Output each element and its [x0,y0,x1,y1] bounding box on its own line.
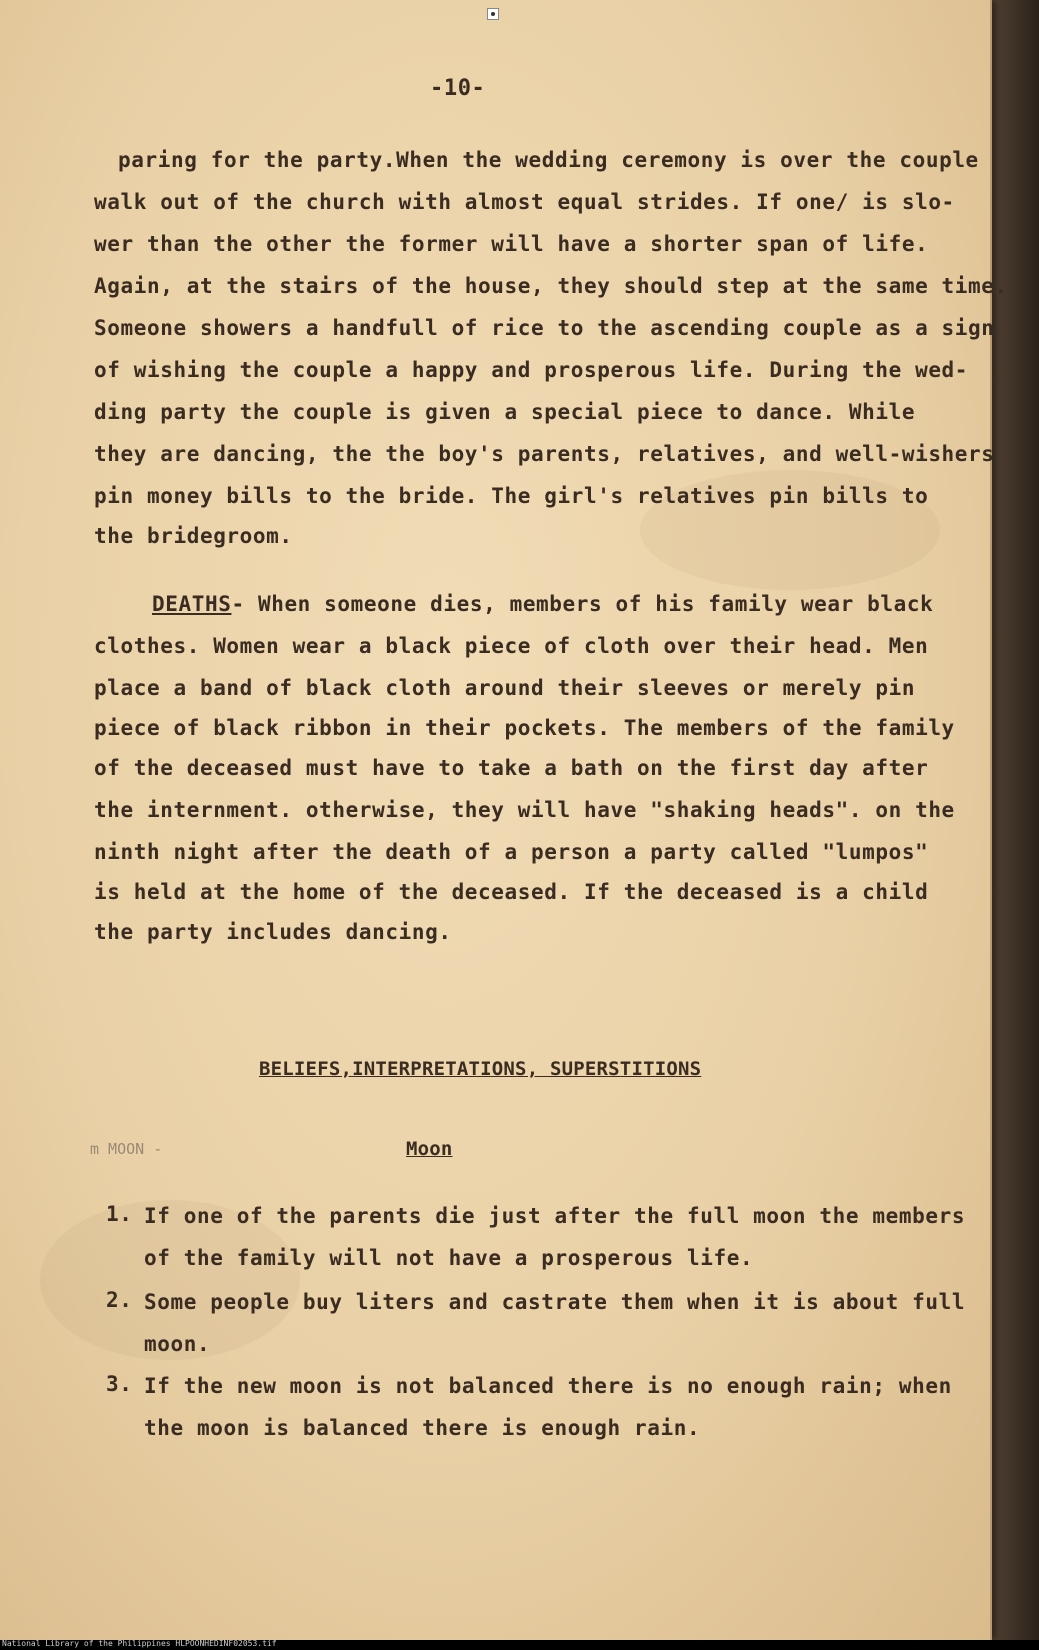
text-line: wer than the other the former will have a shorter span of life. [94,232,929,256]
text-line: ninth night after the death of a person a party called "lumpos" [94,840,929,864]
text-line: the party includes dancing. [94,920,452,944]
list-item-line: If the new moon is not balanced there is no enough rain; when [144,1374,952,1398]
text-line: they are dancing, the the boy's parents, relatives, and well-wishers [94,442,995,466]
text-line: Again, at the stairs of the house, they should step at the same time. [94,274,1008,298]
list-item-line: of the family will not have a prosperous life. [144,1246,754,1270]
page-number: -10- [430,76,486,101]
deaths-label: DEATHS [152,592,232,616]
section-heading: BELIEFS,INTERPRETATIONS, SUPERSTITIONS [259,1058,702,1080]
text-line: of wishing the couple a happy and prosperous life. During the wed- [94,358,969,382]
text-line: the bridegroom. [94,524,293,548]
text-line: ding party the couple is given a special piece to dance. While [94,400,916,424]
list-item-line: the moon is balanced there is enough rain. [144,1416,701,1440]
text-line: walk out of the church with almost equal strides. If one/ is slo- [94,190,955,214]
subheading-moon: Moon [406,1138,453,1160]
list-item-number: 2. [106,1288,133,1312]
deaths-first-line [152,594,933,615]
text-line: is held at the home of the deceased. If the deceased is a child [94,880,929,904]
text-line: clothes. Women wear a black piece of cloth over their head. Men [94,634,929,658]
list-item-number: 3. [106,1372,133,1396]
text-line: - When someone dies, members of his family wear black [231,592,934,616]
list-item-line: Some people buy liters and castrate them when it is about full [144,1290,966,1314]
struck-subheading: m MOON - [90,1140,163,1158]
text-line: the internment. otherwise, they will have "shaking heads". on the [94,798,955,822]
list-item-number: 1. [106,1202,133,1226]
text-line: piece of black ribbon in their pockets. The members of the family [94,716,955,740]
list-item-line: moon. [144,1332,211,1356]
text-line: place a band of black cloth around their sleeves or merely pin [94,676,916,700]
text-line: of the deceased must have to take a bath on the first day after [94,756,929,780]
viewer-marker-icon[interactable] [487,8,499,20]
text-line: paring for the party.When the wedding ceremony is over the couple [118,148,979,172]
text-line: pin money bills to the bride. The girl's relatives pin bills to [94,484,929,508]
footer-caption: National Library of the Philippines HLPOONHEDINF02053.tif [2,1639,277,1648]
list-item-line: If one of the parents die just after the full moon the members [144,1204,966,1228]
text-line: Someone showers a handfull of rice to the ascending couple as a sign [94,316,995,340]
